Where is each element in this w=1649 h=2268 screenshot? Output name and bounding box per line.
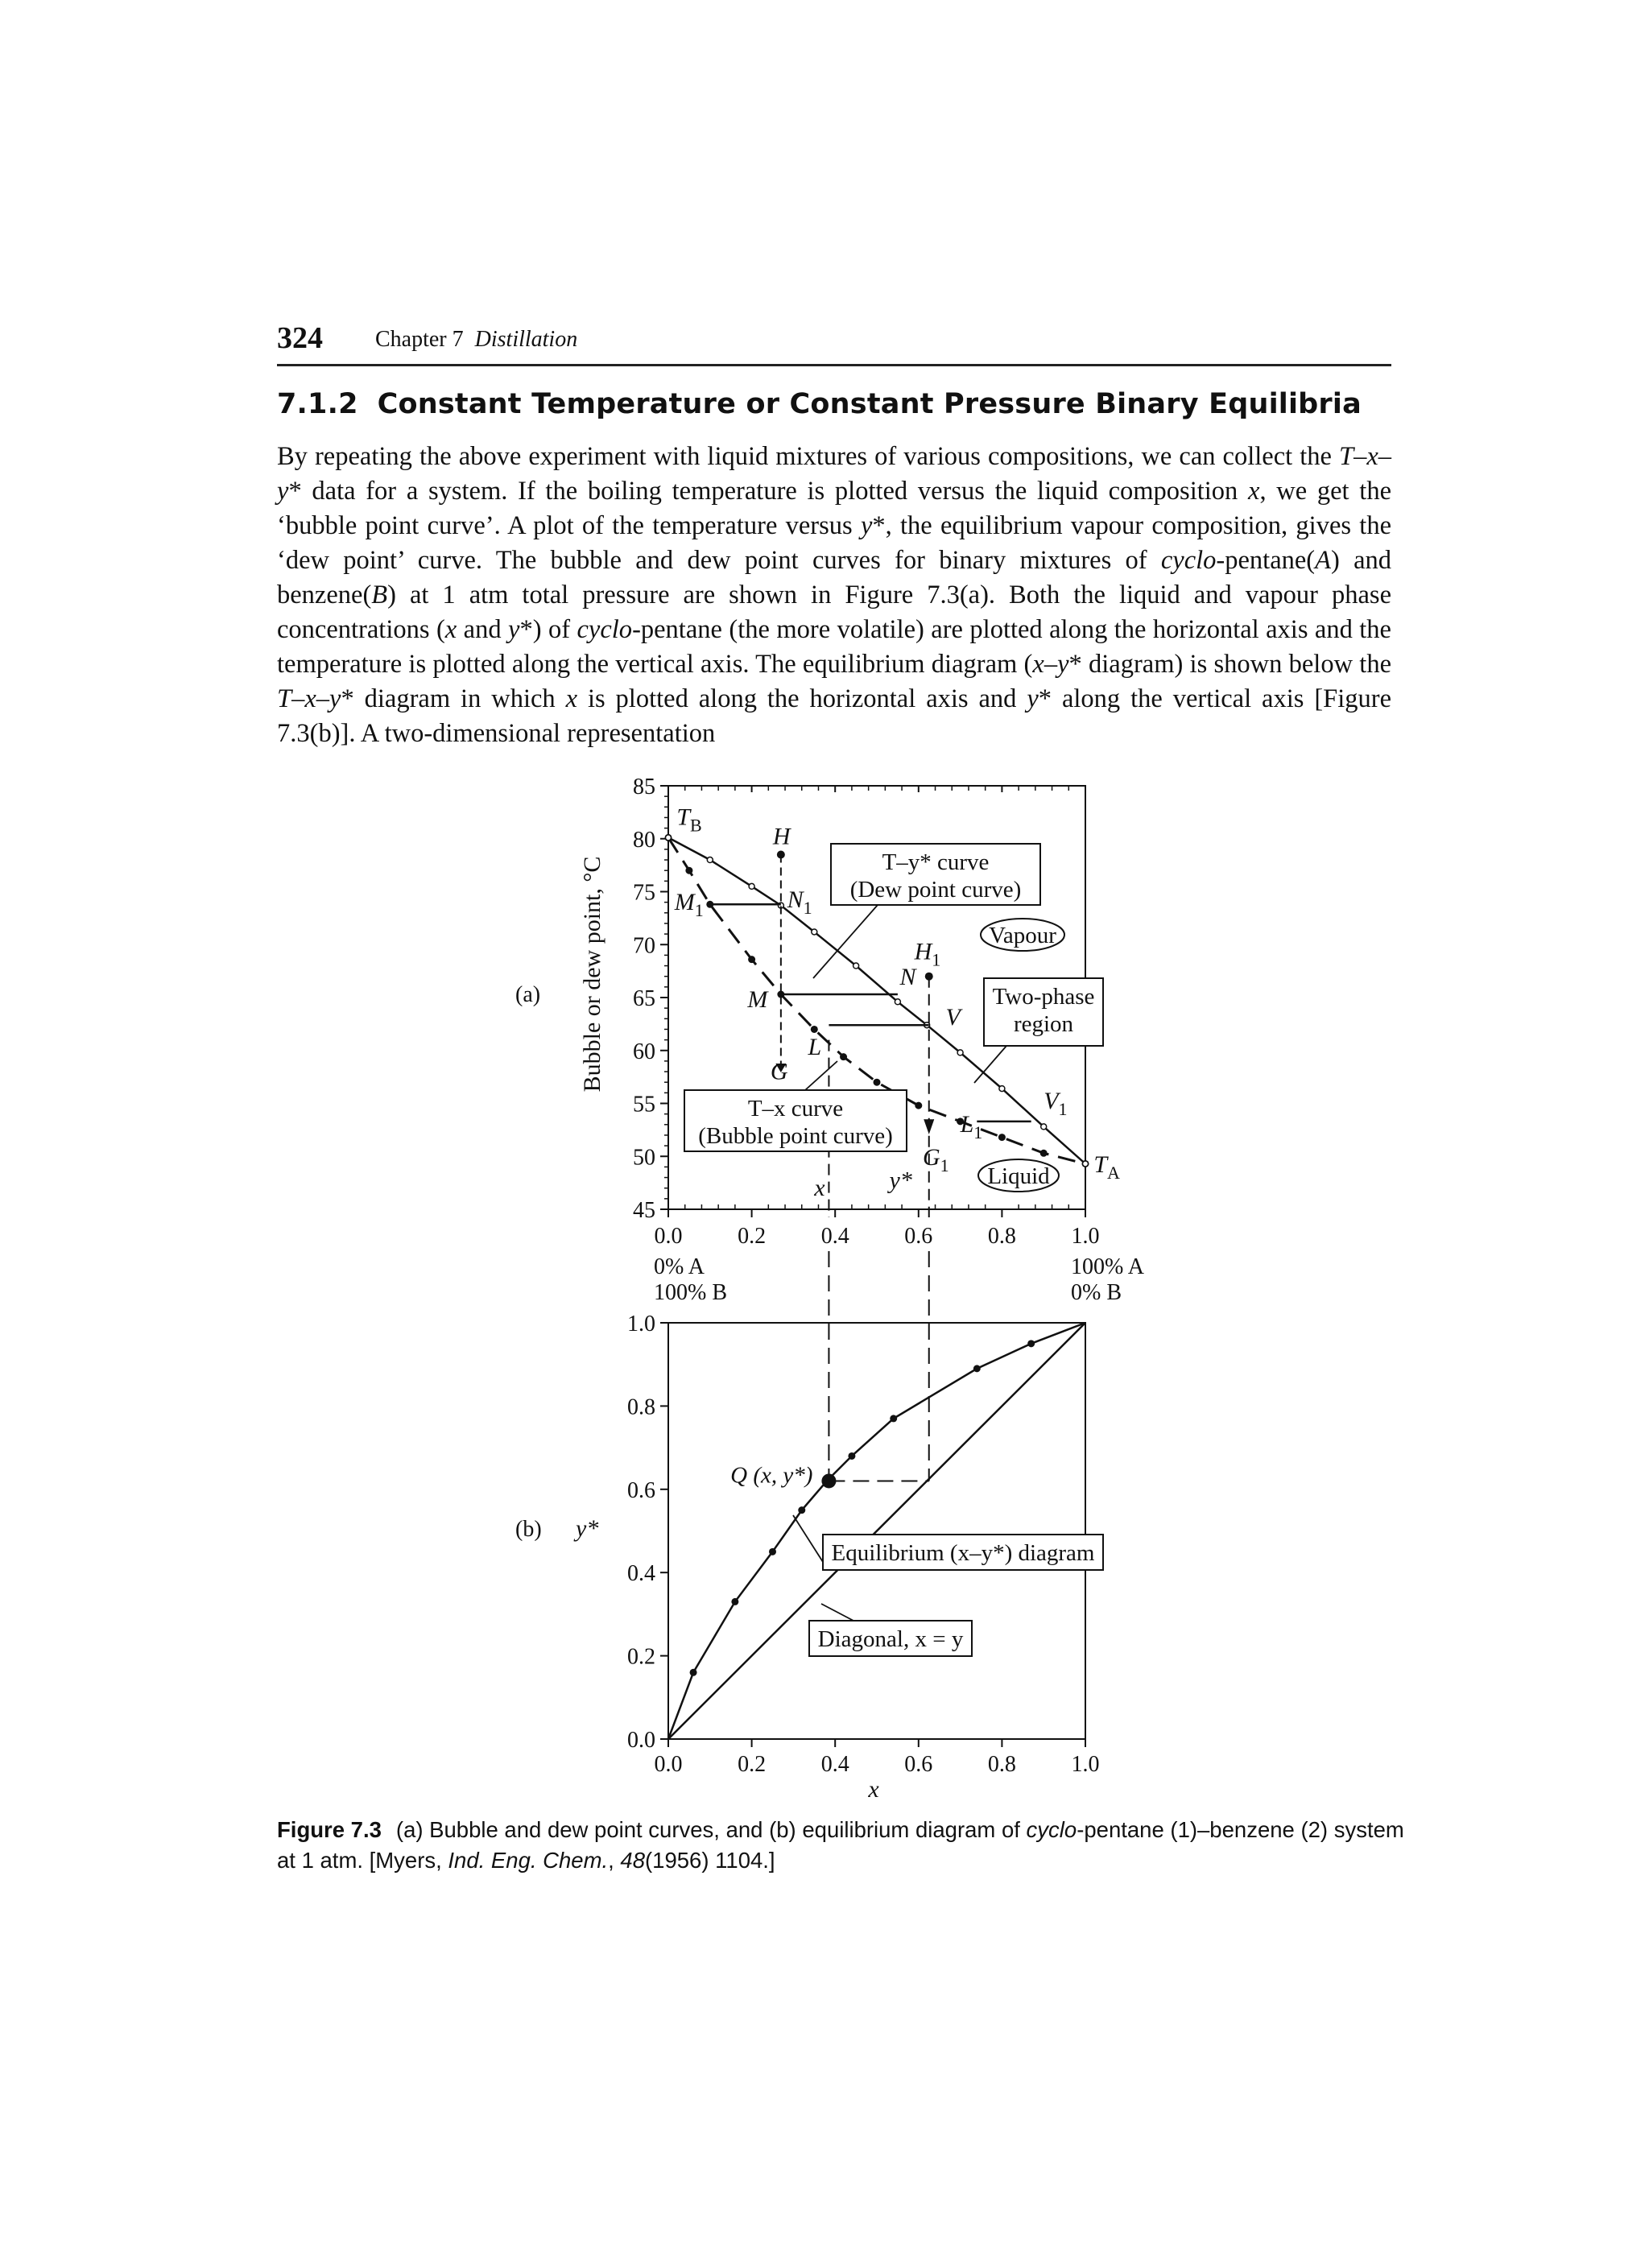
body-run: x [565,684,578,713]
dew-point-marker [853,963,859,969]
equilibrium-box-line: Equilibrium (x–y*) diagram [831,1540,1095,1566]
label-h: H [772,823,791,850]
body-run: is plotted along the horizontal axis and [577,684,1027,713]
equilibrium-marker [798,1506,805,1514]
body-run: cyclo [577,615,633,644]
body-run: A [1315,546,1331,575]
label-x: x [814,1174,825,1201]
x-tick-label-a: 0.8 [987,1224,1016,1249]
x-tick-label-a: 0.6 [904,1224,933,1249]
x-tick-label-b: 0.0 [654,1752,683,1777]
body-run: and [457,615,509,644]
label-g1: $G_1$ [922,1143,949,1175]
body-run: x [1366,442,1378,471]
equilibrium-marker [890,1415,897,1422]
panel-label-a: (a) [515,982,541,1007]
body-run: x [444,615,457,644]
chapter-title: Distillation [474,327,578,352]
equilibrium-marker [973,1365,981,1372]
equilibrium-marker [769,1548,776,1555]
equilibrium-marker [848,1452,855,1460]
x-tick-label-a: 0.4 [820,1224,849,1249]
point-h [777,850,785,858]
bubble-point-marker [1040,1150,1048,1157]
body-run: x [1248,477,1260,506]
caption-run: Ind. Eng. Chem. [448,1848,609,1873]
x-tick-label-b: 0.6 [904,1752,933,1777]
y-tick-label-a: 55 [633,1092,655,1117]
body-run: – [1378,442,1391,471]
label-n1: $N_1$ [787,886,812,919]
label-tb: $T_B$ [676,804,702,836]
body-run: T [277,684,292,713]
dew-curve-box-line: T–y* curve [882,849,990,875]
dew-point-marker [707,857,713,863]
y-tick-label-b: 0.8 [627,1394,655,1420]
body-run: * diagram in which [341,684,566,713]
caption-run: cyclo [1026,1817,1077,1842]
bubble-box-pointer [805,1061,837,1090]
equilibrium-pointer [793,1515,823,1562]
dew-point-marker [957,1050,963,1056]
body-run: x [304,684,316,713]
x-tick-label-b: 0.8 [987,1752,1016,1777]
label-g: G [770,1058,788,1085]
bubble-curve-box-line: (Bubble point curve) [698,1123,893,1149]
vapour-label: Vapour [989,923,1056,948]
dew-point-marker [666,835,672,841]
x-tick-label-b: 1.0 [1071,1752,1100,1777]
point-h1 [925,973,933,981]
y-tick-label-a: 60 [633,1039,655,1064]
y-tick-label-b: 0.4 [627,1561,655,1587]
label-ta: $T_A$ [1093,1151,1120,1183]
label-n: N [899,964,916,991]
bubble-curve-box-line: T–x curve [747,1096,844,1122]
x-tick-label-a: 0.0 [654,1224,683,1249]
x-axis-label-b: x [868,1776,879,1803]
y-tick-label-a: 85 [633,775,655,799]
y-tick-label-b: 0.2 [627,1644,655,1670]
y-tick-label-a: 65 [633,986,655,1011]
figure-caption [277,1815,1404,1876]
bubble-point-marker [874,1079,881,1086]
caption-run: (a) Bubble and dew point curves, and (b) equilibrium diagram of [395,1817,1027,1842]
body-run: , we get the ‘bubble point curve’. A plot of the temperature versus [277,477,1391,540]
y-tick-label-b: 0.0 [627,1728,655,1753]
body-run: ) and benzene( [277,546,1392,609]
label-m1: $M_1$ [674,888,704,920]
body-run: By repeating the above experiment with liquid mixtures of various compositions, we can collect the [277,442,1339,471]
right-note-2: 0% B [1071,1280,1122,1305]
y-axis-label-b: y* [576,1515,599,1542]
label-v: V [945,1004,961,1031]
caption-run: 48 [620,1848,646,1873]
body-run: – [1044,650,1058,679]
body-run: y [329,684,341,713]
y-tick-label-a: 80 [633,827,655,853]
bubble-point-marker [915,1102,922,1109]
right-note-1: 100% A [1071,1254,1144,1279]
label-v1: $V_1$ [1044,1088,1068,1120]
section-number: 7.1.2 [277,388,358,420]
x-tick-label-b: 0.4 [820,1752,849,1777]
body-run: * diagram) is shown below the [1068,650,1391,679]
point-q [821,1473,836,1488]
body-run: y [508,615,520,644]
dew-point-marker [749,883,754,889]
dew-point-marker [812,929,817,935]
caption-run: , [608,1848,621,1873]
body-run: cyclo [1160,546,1217,575]
caption-run: (1956) 1104.] [645,1848,775,1873]
body-run: y [1057,650,1069,679]
y-tick-label-a: 45 [633,1198,655,1223]
body-run: *) of [519,615,577,644]
body-run: B [371,580,388,609]
body-run: y [1027,684,1039,713]
body-run: *, the equilibrium vapour composition, gives the ‘dew point’ curve. The bubble and dew point curves for binary mixtures of [277,511,1391,575]
bubble-point-marker [811,1026,818,1033]
label-h1: $H_1$ [914,938,941,970]
equilibrium-marker [731,1598,738,1605]
body-run: -pentane (the more volatile) are plotted along the horizontal axis and the temperature is plotted along the vertical axis. The equilibrium diagram ( [277,615,1391,679]
left-note-1: 0% A [654,1254,705,1279]
body-run: ) at 1 atm total pressure are shown in Figure 7.3(a). Both the liquid and vapour phase concentrations ( [277,580,1391,644]
x-tick-label-b: 0.2 [738,1752,767,1777]
label-ystar: y* [889,1167,912,1194]
y-tick-label-b: 0.6 [627,1477,655,1503]
diagonal-line [668,1323,1085,1739]
chapter-number: Chapter 7 [375,327,464,352]
body-run: -pentane( [1216,546,1316,575]
dew-point-marker [895,999,900,1005]
body-run: x [1032,650,1044,679]
x-tick-label-a: 0.2 [738,1224,767,1249]
caption-run: -pentane (1)–benzene (2) system at 1 atm. [Myers, [277,1817,1404,1873]
left-note-2: 100% B [654,1280,727,1305]
body-run: * along the vertical axis [Figure 7.3(b)]. A two-dimensional representation [277,684,1392,748]
label-m: M [747,985,768,1013]
dew-point-marker [1083,1161,1089,1167]
label-q: Q (x, y*) [730,1462,813,1489]
panel-label-b: (b) [515,1517,542,1542]
x-tick-label-a: 1.0 [1071,1224,1100,1249]
body-run: – [291,684,305,713]
two-phase-box-line: Two-phase [992,984,1095,1010]
section-title: Constant Temperature or Constant Pressure Binary Equilibria [377,388,1362,420]
dew-box-pointer [813,905,878,978]
equilibrium-marker [690,1669,697,1676]
body-run: – [316,684,330,713]
page-number: 324 [277,321,323,355]
figure-label: Figure 7.3 [277,1817,382,1842]
y-tick-label-b: 1.0 [627,1312,655,1336]
liquid-label: Liquid [987,1163,1050,1189]
dew-point-marker [1041,1124,1047,1130]
bubble-point-marker [685,867,692,874]
diagonal-box-line: Diagonal, x = y [817,1626,964,1652]
diagonal-pointer [821,1604,853,1621]
y-axis-label-a: Bubble or dew point, °C [579,856,605,1093]
body-run: y [277,477,289,506]
dew-point-marker [999,1086,1005,1092]
dew-curve-box-line: (Dew point curve) [849,877,1022,903]
label-l1: $L_1$ [960,1111,983,1143]
bubble-point-marker [840,1053,847,1060]
body-run: – [1354,442,1367,471]
equilibrium-marker [1027,1340,1035,1347]
y-tick-label-a: 75 [633,880,655,906]
body-run: y [860,511,873,540]
label-l: L [808,1034,822,1061]
caption-text [277,1817,1404,1873]
body-run: * data for a system. If the boiling temperature is plotted versus the liquid composition [288,477,1248,506]
two-phase-box-line: region [1013,1011,1074,1037]
bubble-point-marker [748,956,755,963]
arrow-g1 [924,1119,934,1133]
y-tick-label-a: 50 [633,1145,655,1171]
bubble-point-marker [998,1134,1006,1141]
body-run: T [1338,442,1354,471]
y-tick-label-a: 70 [633,933,655,959]
